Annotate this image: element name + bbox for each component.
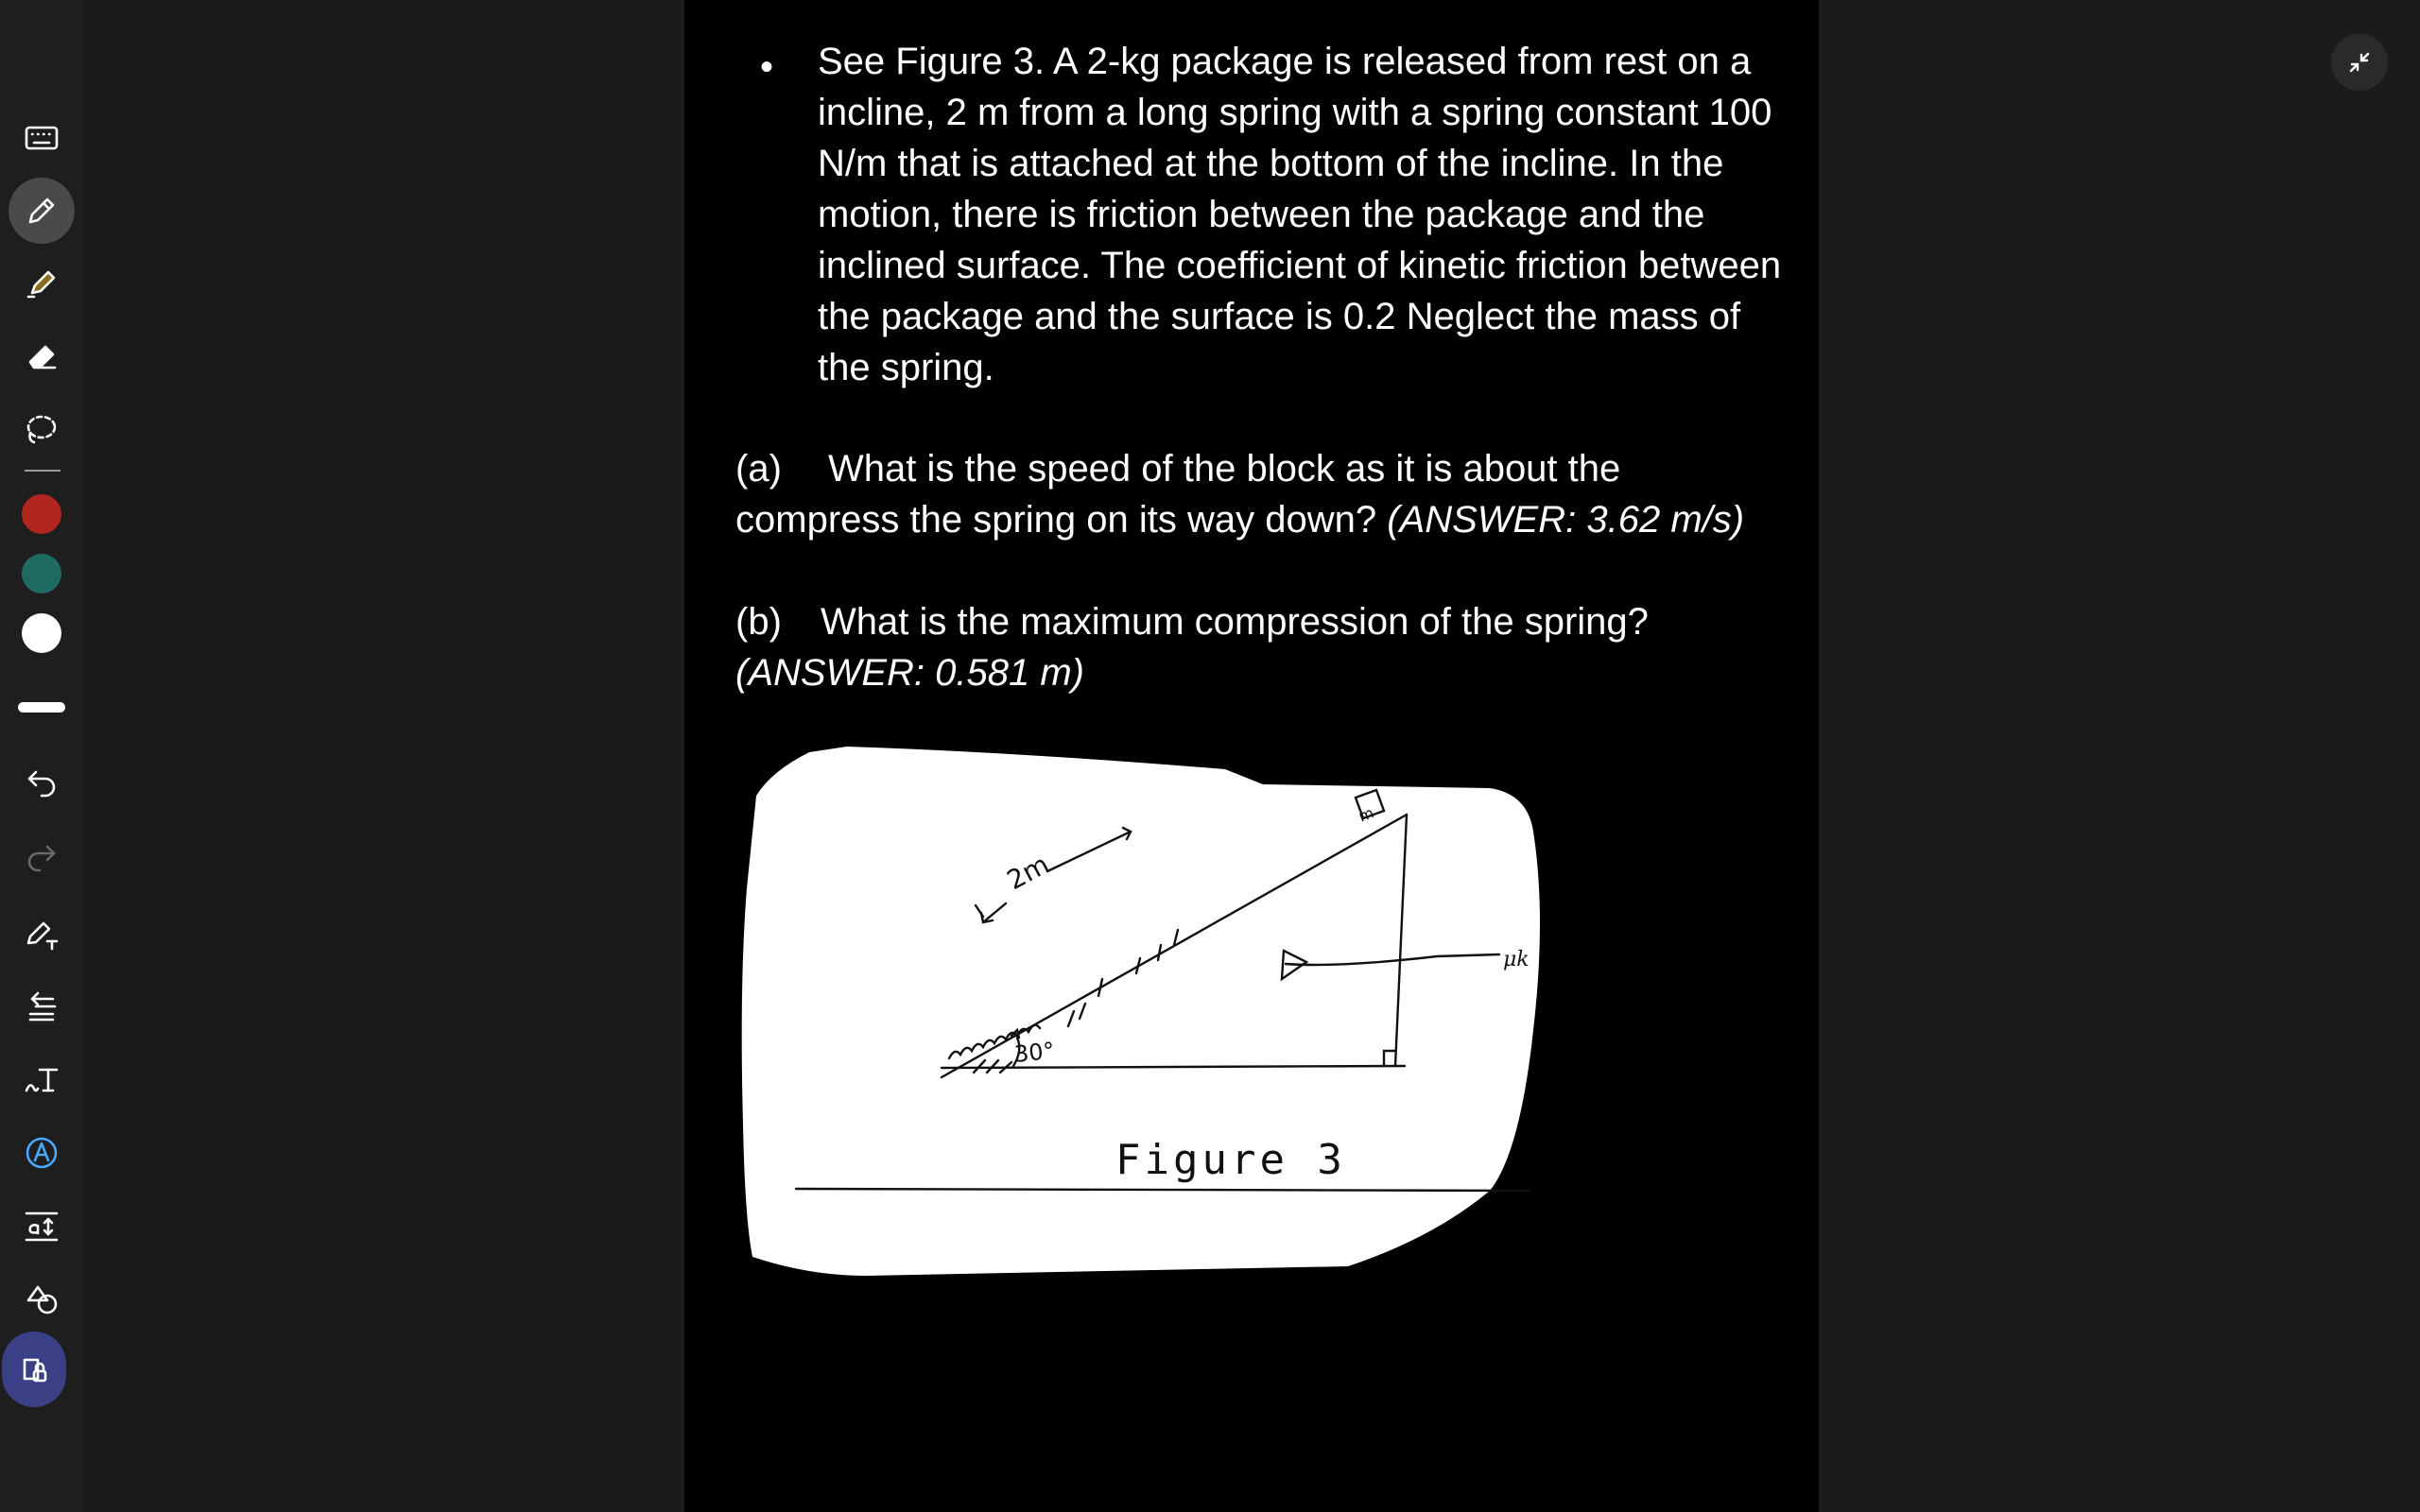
question-b [735, 596, 1785, 698]
figure-3-diagram [734, 747, 1603, 1314]
document-page [684, 0, 1819, 1512]
text-size-button[interactable] [13, 1198, 70, 1255]
color-swatch-white[interactable] [22, 613, 61, 653]
collapse-icon [2343, 46, 2376, 78]
friction-label: μk [1503, 948, 1530, 971]
question-a-tag: (a) [735, 448, 782, 490]
pen-icon [23, 192, 60, 230]
distance-label: 2m [1001, 848, 1055, 897]
lasso-icon [23, 410, 60, 448]
shapes-icon [23, 1280, 60, 1317]
question-a-answer: (ANSWER: 3.62 m/s) [1387, 499, 1745, 541]
text-style-icon [23, 1134, 60, 1172]
annotation-toolbar [0, 0, 83, 1512]
handwriting-to-text-button[interactable] [13, 1051, 70, 1108]
question-a [735, 443, 1785, 545]
pen-to-text-button[interactable] [13, 905, 70, 962]
keyboard-icon [23, 119, 60, 157]
eraser-icon [23, 337, 60, 375]
shapes-button[interactable] [13, 1270, 70, 1327]
lasso-button[interactable] [13, 401, 70, 457]
text-style-button[interactable] [13, 1125, 70, 1181]
bullet-marker: • [760, 46, 774, 88]
handwriting-to-text-icon [23, 1060, 60, 1098]
format-icon [23, 988, 60, 1025]
question-b-text: What is the maximum compression of the spring? [821, 601, 1649, 643]
redo-button[interactable] [13, 830, 70, 886]
figure-paper [742, 747, 1540, 1276]
stroke-size-button[interactable] [18, 702, 65, 713]
redo-icon [23, 839, 60, 877]
question-b-tag: (b) [735, 601, 782, 643]
undo-button[interactable] [13, 755, 70, 812]
figure-caption: Figure 3 [1115, 1136, 1346, 1184]
color-swatch-teal[interactable] [22, 554, 61, 593]
problem-statement: See Figure 3. A 2-kg package is released from rest on a incline, 2 m from a long spring with a spring constant 100 N/m that is attached at the bottom of the incline. In the motion, there is friction between the package and the inclined surface. The coefficient of kinetic friction between the package and the surface is 0.2 Neglect the mass of the spring. [818, 41, 1782, 388]
angle-label: 30° [1012, 1037, 1056, 1068]
undo-icon [23, 765, 60, 802]
pen-to-text-icon [23, 915, 60, 953]
highlighter-icon [23, 265, 60, 302]
question-b-answer: (ANSWER: 0.581 m) [735, 652, 1084, 694]
pen-button[interactable] [9, 178, 75, 244]
color-swatch-red[interactable] [22, 494, 61, 534]
lock-button[interactable] [2, 1332, 66, 1407]
text-size-icon [23, 1208, 60, 1246]
format-button[interactable] [13, 978, 70, 1035]
eraser-button[interactable] [13, 328, 70, 385]
mass-label: m [1356, 803, 1376, 826]
highlighter-button[interactable] [13, 255, 70, 312]
lock-icon [15, 1350, 53, 1388]
toolbar-divider [25, 470, 60, 472]
keyboard-button[interactable] [13, 110, 70, 166]
collapse-fullscreen-button[interactable] [2331, 34, 2388, 91]
question-a-text: What is the speed of the block as it is about the compress the spring on its way down? [735, 448, 1621, 541]
